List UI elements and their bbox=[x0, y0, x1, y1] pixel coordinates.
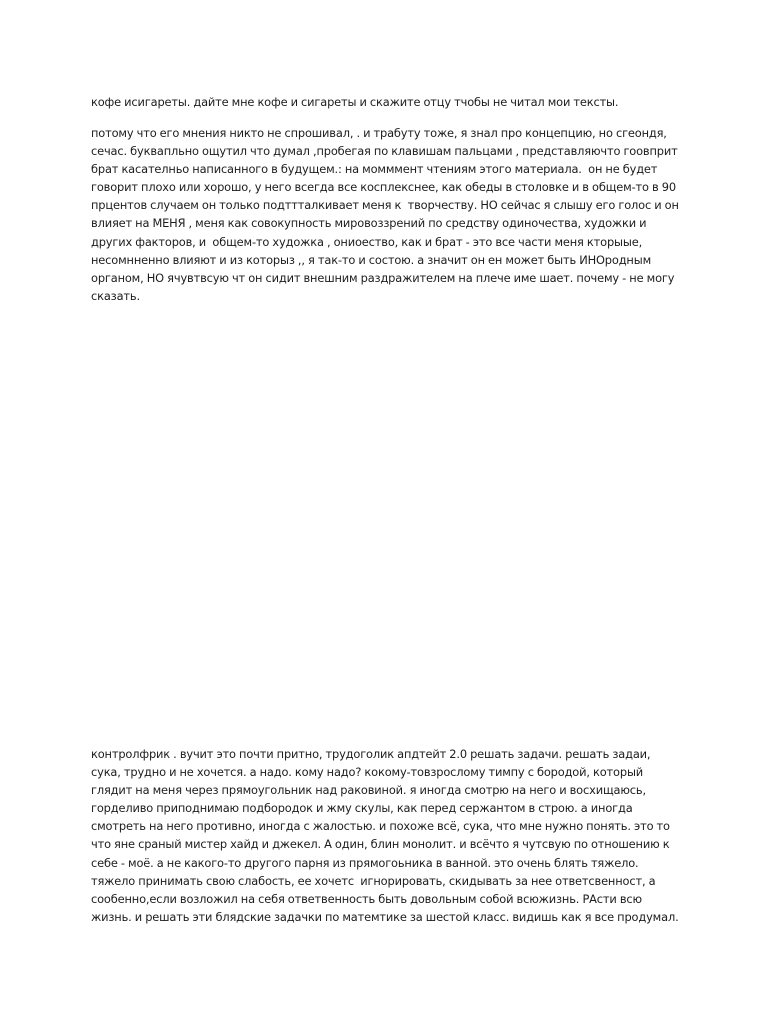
paragraph-2: потому что его мнения никто не спрошивал, . и трабуту тоже, я знал про концепцию, но сгеондя, сечас. буквапльно ощутил что думал ,пробегая по клавишам пальцами , представляючто гоовприт брат касателньо написанного в будущем.: на момммент чтениям этого материала. он не будет говорит плохо или хорошо, у него всегда все косплекснее, как обеды в столовке и в общем-то в 90 прцентов случаем он только подттталкивает меня к творчеству. НО сейчас я слышу его голос и он влияет на МЕНЯ , меня как совокупность мировоззрений по средству одиночества, художки и других факторов, и общем-то художка , ониоество, как и брат - это все части меня кторыые, несомнненно влияют и из которыз ,, я так-то и состою. а значит он ен может быть ИНОродным органом, НО ячувтвсую чт он сидит внешним раздражителем на плече име шает. почему - не могу сказать. bbox=[91, 126, 682, 303]
paragraph-1: кофе исигареты. дайте мне кофе и сигареты и скажите отцу тчобы не читал мои тексты. bbox=[91, 95, 619, 109]
paragraph-3: контролфрик . вучит это почти притно, трудоголик апдтейт 2.0 решать задачи. решать задаи, сука, трудно и не хочется. а надо. кому надо? кокому-товзрослому тимпу с бородой, который глядит на меня через прямоугольник над раковиной. я иногда смотрю на него и восхищаюсь, горделиво приподнимаю подбородок и жму скулы, как перед сержантом в строю. а иногда смотреть на него противно, иногда с жалостью. и похоже всё, сука, что мне нужно понять. это то что яне сраный мистер хайд и джекел. А один, блин монолит. и всёчто я чутсвую по отношению к себе - моё. а не какого-то другого парня из прямогоьника в ванной. это очень блять тяжело. тяжело принимать свою слабость, ее хочетс игнорировать, скидывать за нее ответсвенност, а сообенно,если возложил на себя ответвенность быть довольным собой всюжизнь. РАсти всю жизнь. и решать эти блядские задачки по матемтике за шестой класс. видишь как я все продумал. bbox=[91, 747, 679, 924]
